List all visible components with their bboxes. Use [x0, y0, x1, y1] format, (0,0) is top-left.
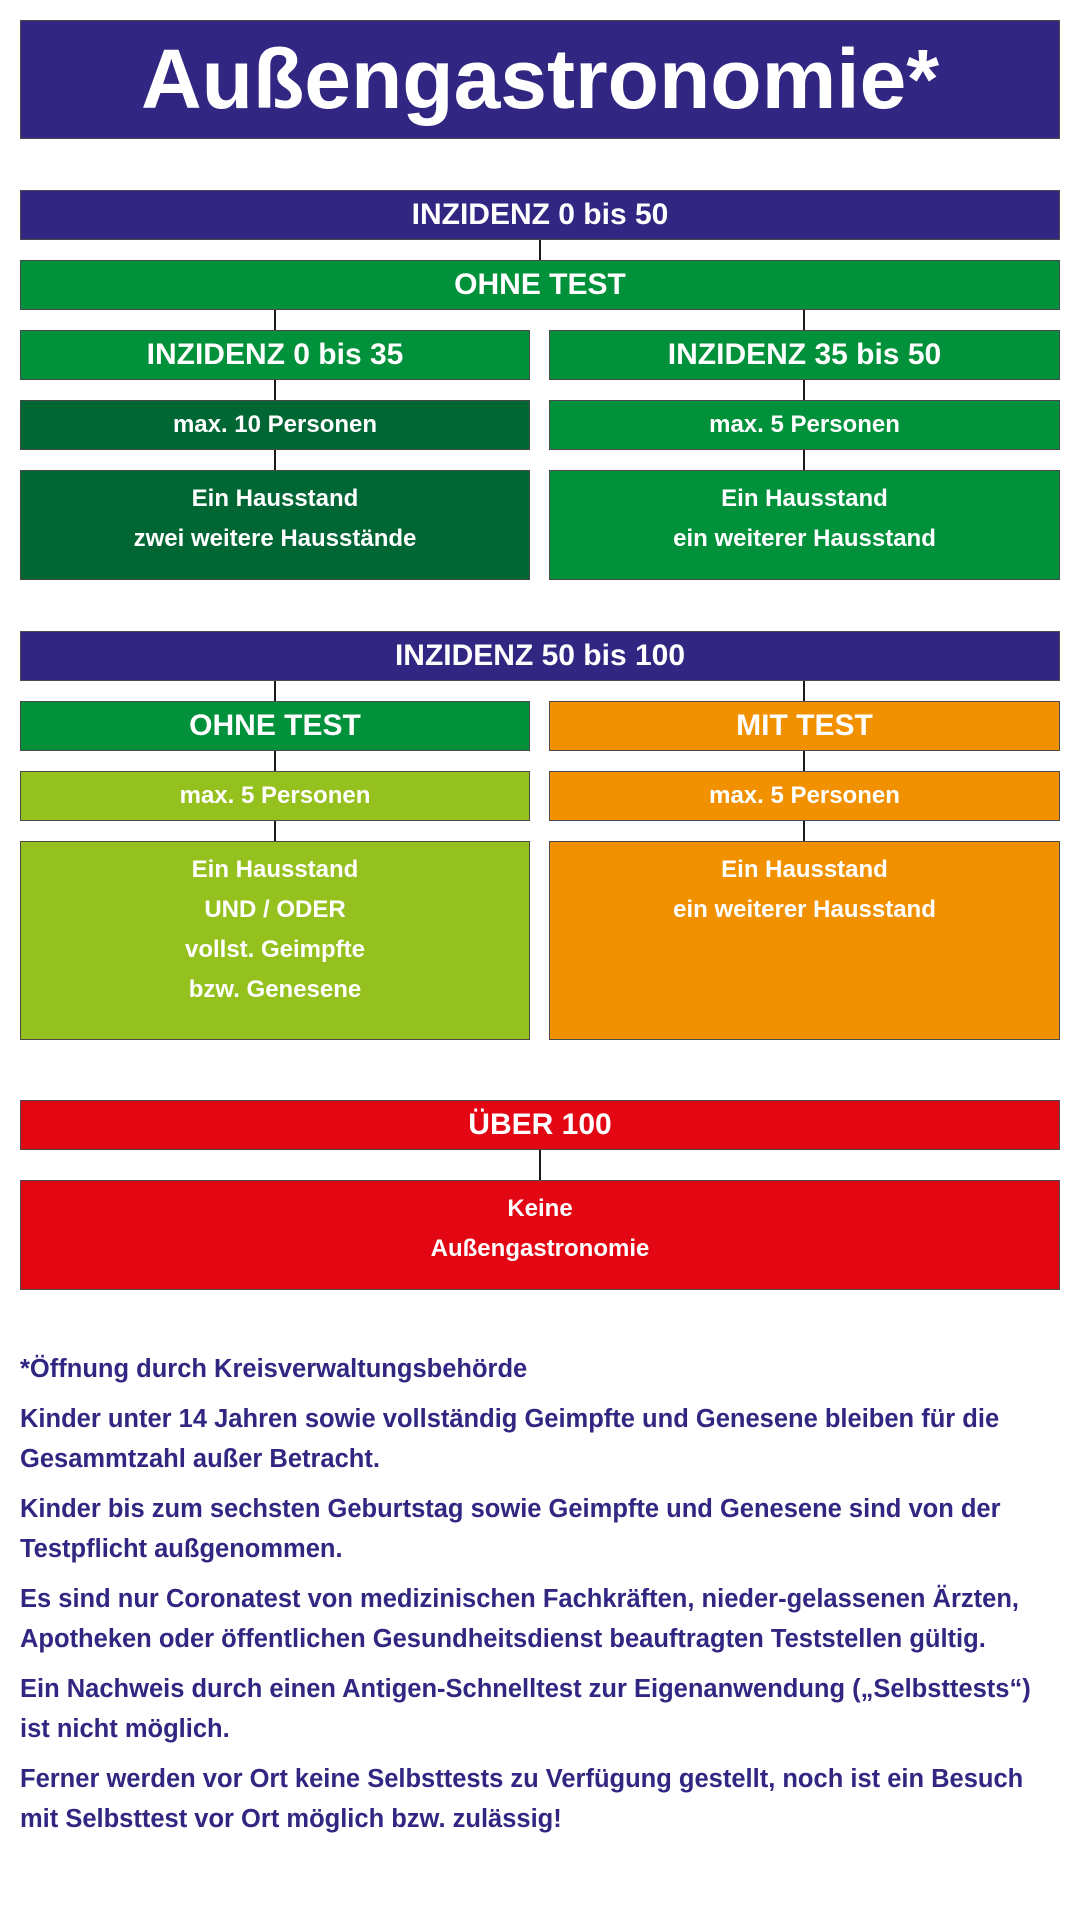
incidence-0-35-header: INZIDENZ 0 bis 35	[20, 330, 530, 380]
connector	[274, 821, 276, 841]
connector	[274, 450, 276, 470]
connector	[539, 240, 541, 260]
note-footnote: *Öffnung durch Kreisverwaltungsbehörde	[20, 1355, 528, 1383]
household-line: Ein Hausstand	[191, 856, 359, 883]
connector	[539, 1150, 541, 1180]
notes	[20, 1349, 1060, 1849]
household-line: vollst. Geimpfte	[184, 936, 366, 963]
section2-ohne-test-header: OHNE TEST	[20, 701, 530, 751]
incidence-0-35-households	[20, 470, 530, 580]
connector	[803, 681, 805, 701]
connector	[803, 450, 805, 470]
household-line: bzw. Genesene	[188, 976, 362, 1003]
note-self-tests: Ein Nachweis durch einen Antigen-Schnelltest zur Eigenanwendung („Selbsttests“) ist nicht möglich.	[20, 1675, 1031, 1743]
section2-mit-test-persons: max. 5 Personen	[549, 771, 1060, 821]
section-incidence-50-100-header: INZIDENZ 50 bis 100	[20, 631, 1060, 681]
page-title: Außengastronomie*	[20, 20, 1060, 139]
connector	[274, 751, 276, 771]
connector	[274, 380, 276, 400]
connector	[274, 681, 276, 701]
over-100-result	[20, 1180, 1060, 1290]
note-children-count: Kinder unter 14 Jahren sowie vollständig Geimpfte und Genesene bleiben für die Gesammtzahl außer Betracht.	[20, 1405, 1000, 1473]
connector	[274, 310, 276, 330]
household-line: ein weiterer Hausstand	[673, 896, 936, 923]
incidence-0-35-persons: max. 10 Personen	[20, 400, 530, 450]
note-no-self-tests-on-site: Ferner werden vor Ort keine Selbsttests zu Verfügung gestellt, noch ist ein Besuch mit Selbsttest vor Ort möglich bzw. zulässig!	[20, 1765, 1024, 1833]
connector	[803, 310, 805, 330]
result-line: Außengastronomie	[430, 1235, 650, 1262]
section2-mit-test-header: MIT TEST	[549, 701, 1060, 751]
connector	[803, 380, 805, 400]
result-line: Keine	[507, 1195, 573, 1222]
household-line: UND / ODER	[204, 896, 346, 923]
section1-mode-ohne-test: OHNE TEST	[20, 260, 1060, 310]
connector	[803, 751, 805, 771]
connector	[803, 821, 805, 841]
section2-ohne-test-persons: max. 5 Personen	[20, 771, 530, 821]
section-incidence-0-50-header: INZIDENZ 0 bis 50	[20, 190, 1060, 240]
section2-mit-test-households	[549, 841, 1060, 1040]
incidence-35-50-header: INZIDENZ 35 bis 50	[549, 330, 1060, 380]
household-line: zwei weitere Hausstände	[133, 525, 417, 552]
household-line: Ein Hausstand	[191, 485, 359, 512]
section-over-100-header: ÜBER 100	[20, 1100, 1060, 1150]
section2-ohne-test-households	[20, 841, 530, 1040]
incidence-35-50-persons: max. 5 Personen	[549, 400, 1060, 450]
household-line: Ein Hausstand	[721, 856, 888, 883]
incidence-35-50-households	[549, 470, 1060, 580]
household-line: Ein Hausstand	[721, 485, 888, 512]
note-valid-tests: Es sind nur Coronatest von medizinischen Fachkräften, nieder-gelassenen Ärzten, Apotheken oder öffentlichen Gesundheitsdienst beauftragten Teststellen gültig.	[20, 1585, 1019, 1653]
household-line: ein weiterer Hausstand	[673, 525, 936, 552]
note-test-exemption: Kinder bis zum sechsten Geburtstag sowie Geimpfte und Genesene sind von der Testpflicht außgenommen.	[20, 1495, 1001, 1563]
